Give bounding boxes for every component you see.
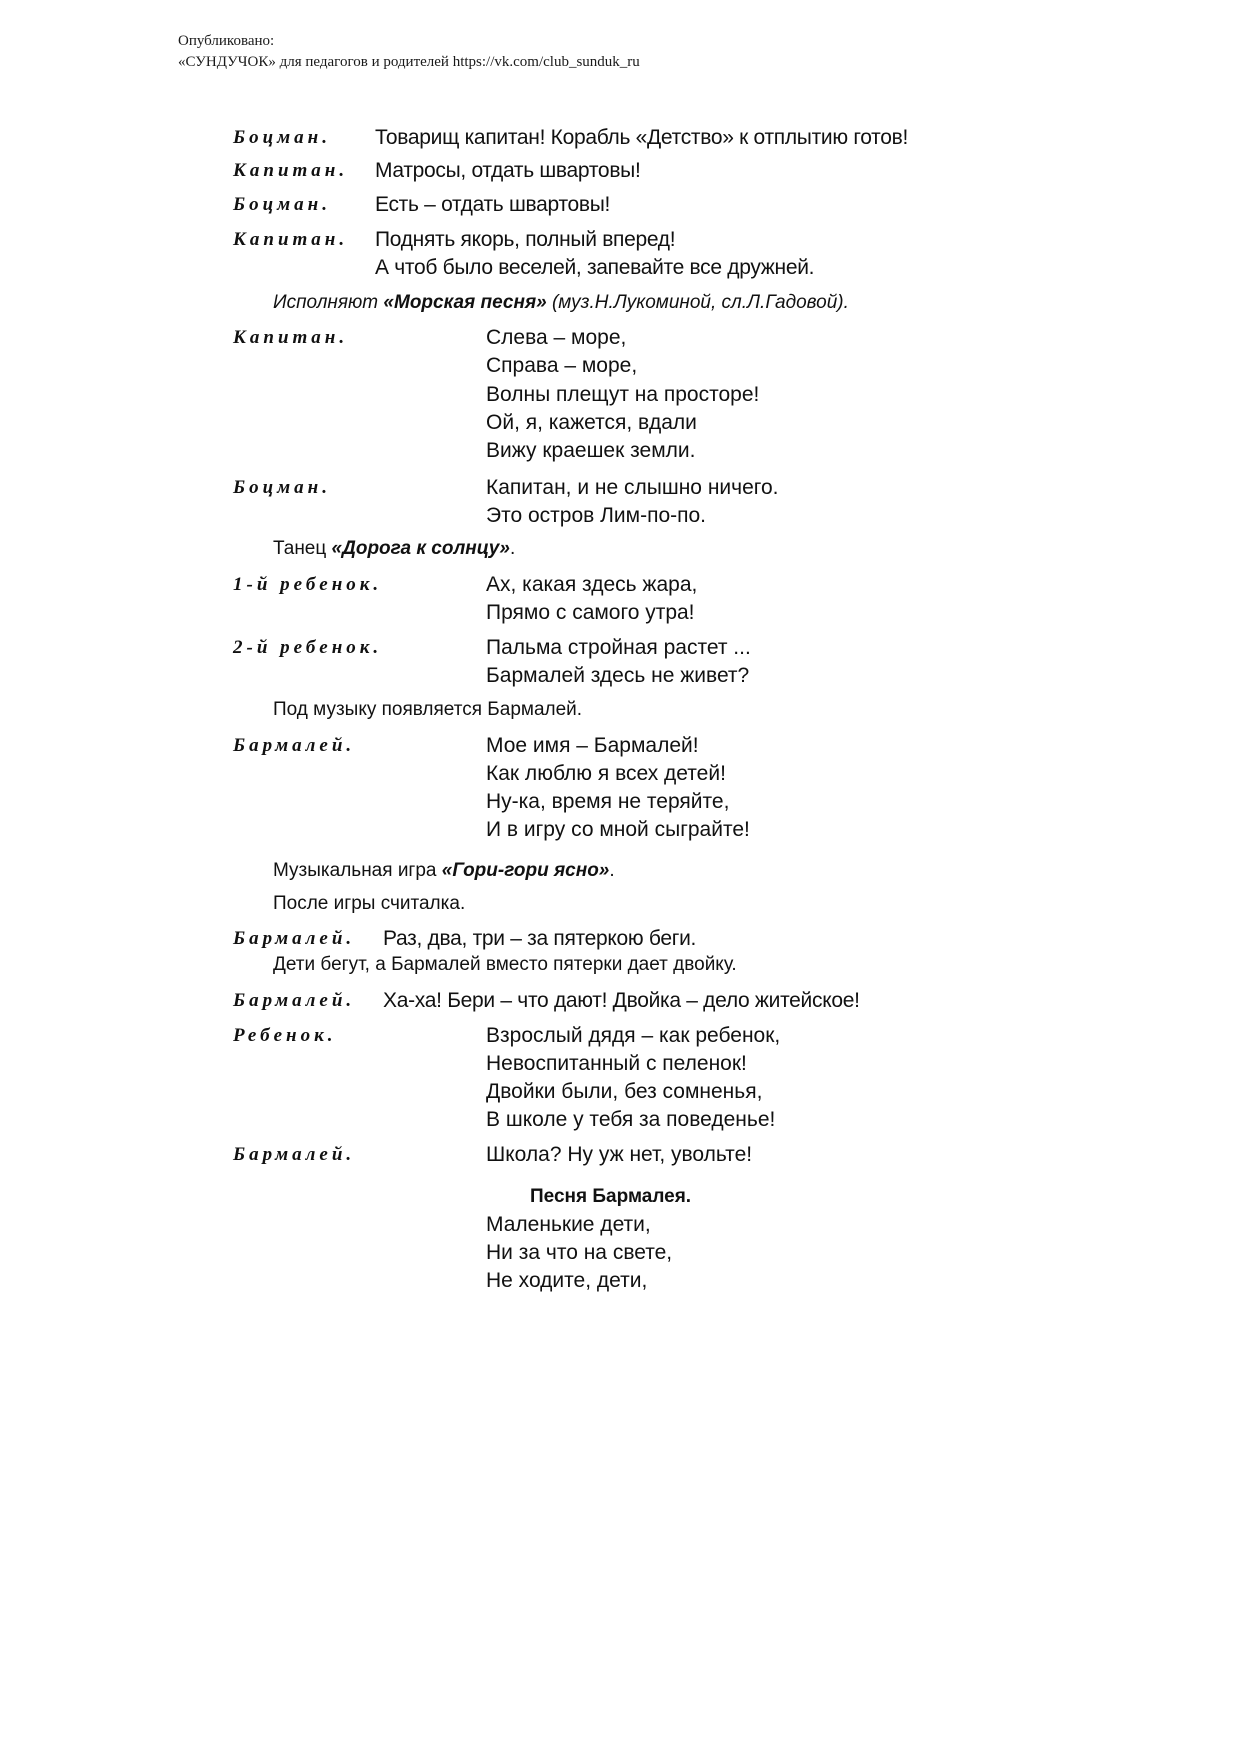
verse-line: Ну-ка, время не теряйте, bbox=[486, 790, 730, 813]
line-text: Раз, два, три – за пятеркою беги. bbox=[383, 927, 697, 950]
line-text: Есть – отдать швартовы! bbox=[375, 193, 611, 216]
speaker-name: Боцман. bbox=[233, 194, 331, 215]
verse-line: Слева – море, bbox=[486, 326, 627, 349]
speaker-name: Капитан. bbox=[233, 160, 349, 181]
speaker-name: Бармалей. bbox=[233, 735, 356, 756]
speaker-name: Боцман. bbox=[233, 477, 331, 498]
song-verse-line: Ни за что на свете, bbox=[486, 1241, 673, 1264]
speaker-name: Бармалей. bbox=[233, 990, 356, 1011]
speaker-name: Боцман. bbox=[233, 127, 331, 148]
stage-text: . bbox=[609, 860, 615, 881]
verse-line: Вижу краешек земли. bbox=[486, 439, 696, 462]
stage-text: Музыкальная игра bbox=[273, 860, 442, 881]
stage-direction: После игры считалка. bbox=[273, 893, 466, 914]
song-verse-line: Не ходите, дети, bbox=[486, 1269, 648, 1292]
line-text: А чтоб было веселей, запевайте все дружней. bbox=[375, 256, 815, 279]
verse-line: Взрослый дядя – как ребенок, bbox=[486, 1024, 781, 1047]
verse-line: Это остров Лим-по-по. bbox=[486, 504, 707, 527]
verse-line: И в игру со мной сыграйте! bbox=[486, 818, 750, 841]
verse-line: Прямо с самого утра! bbox=[486, 601, 695, 624]
verse-line: Как люблю я всех детей! bbox=[486, 762, 726, 785]
speaker-name: Бармалей. bbox=[233, 1144, 356, 1165]
game-title: «Гори-гори ясно» bbox=[441, 860, 610, 881]
song-verse-line: Маленькие дети, bbox=[486, 1213, 651, 1236]
line-text: Ха-ха! Бери – что дают! Двойка – дело житейское! bbox=[383, 989, 860, 1012]
speaker-name: 1-й ребенок. bbox=[233, 574, 383, 595]
stage-text: . bbox=[509, 538, 516, 559]
stage-text: Танец bbox=[273, 538, 332, 559]
stage-direction: Под музыку появляется Бармалей. bbox=[273, 699, 583, 720]
line-text: Матросы, отдать швартовы! bbox=[375, 159, 641, 182]
stage-direction: Дети бегут, а Бармалей вместо пятерки дает двойку. bbox=[273, 954, 737, 975]
verse-line: Мое имя – Бармалей! bbox=[486, 734, 699, 757]
stage-text: Исполняют bbox=[273, 292, 384, 313]
verse-line: Ах, какая здесь жара, bbox=[486, 573, 698, 596]
speaker-name: Ребенок. bbox=[233, 1025, 337, 1046]
song-heading: Песня Бармалея. bbox=[530, 1186, 692, 1207]
verse-line: Двойки были, без сомненья, bbox=[486, 1080, 763, 1103]
speaker-name: Капитан. bbox=[233, 327, 349, 348]
song-title: «Морская песня» bbox=[383, 292, 547, 313]
speaker-name: Бармалей. bbox=[233, 928, 356, 949]
header-published-label: Опубликовано: bbox=[178, 33, 275, 49]
verse-line: Капитан, и не слышно ничего. bbox=[486, 476, 779, 499]
stage-direction bbox=[273, 536, 515, 562]
stage-text: (муз.Н.Лукоминой, сл.Л.Гадовой). bbox=[546, 292, 849, 313]
verse-line: Справа – море, bbox=[486, 354, 638, 377]
line-text: Товарищ капитан! Корабль «Детство» к отплытию готов! bbox=[375, 126, 909, 149]
verse-line: Волны плещут на просторе! bbox=[486, 383, 760, 406]
publication-header bbox=[178, 31, 640, 73]
verse-line: Бармалей здесь не живет? bbox=[486, 664, 750, 687]
stage-direction bbox=[273, 290, 849, 316]
line-text: Поднять якорь, полный вперед! bbox=[375, 228, 676, 251]
verse-line: Пальма стройная растет ... bbox=[486, 636, 751, 659]
dance-title: «Дорога к солнцу» bbox=[331, 538, 510, 559]
verse-line: Ой, я, кажется, вдали bbox=[486, 411, 697, 434]
header-source-line: «СУНДУЧОК» для педагогов и родителей https://vk.com/club_sunduk_ru bbox=[178, 54, 640, 70]
verse-line: Невоспитанный с пеленок! bbox=[486, 1052, 747, 1075]
speaker-name: Капитан. bbox=[233, 229, 349, 250]
stage-direction bbox=[273, 858, 615, 884]
verse-line: Школа? Ну уж нет, увольте! bbox=[486, 1143, 753, 1166]
speaker-name: 2-й ребенок. bbox=[233, 637, 383, 658]
verse-line: В школе у тебя за поведенье! bbox=[486, 1108, 776, 1131]
